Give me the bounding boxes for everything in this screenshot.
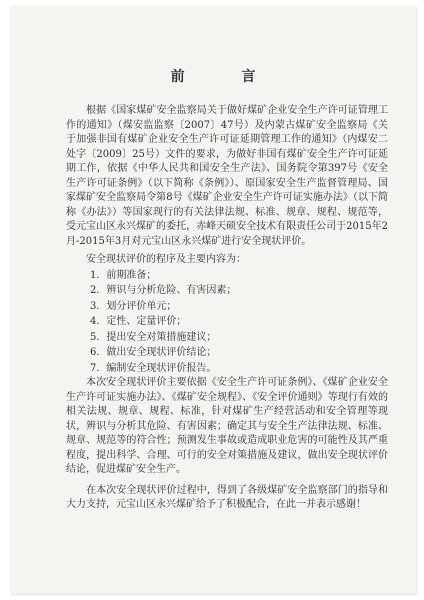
- document-body: [66, 104, 388, 513]
- steps-intro: 安全现状评价的程序及主要内容为：: [86, 254, 246, 265]
- list-item: 3．划分评价单元；: [90, 300, 177, 312]
- page-title: 前 言: [170, 69, 282, 85]
- list-item: 7．编制安全现状评价报告。: [90, 362, 217, 374]
- document-page: [10, 6, 416, 594]
- purpose-paragraph: 根据《国家煤矿安全监察局关于做好煤矿企业安全生产许可证管理工作的通知》（煤安监监察〔2007〕47号）及内蒙古煤矿安全监察局《关于加强非国有煤矿企业安全生产许可证延期管理工作的通知》（内煤安二处字〔2009〕25号）文件的要求，为做好非国有煤矿安全生产许可证延期工作，依据《中华人民共和国安全生产法》、国务院令第397号《安全生产许可证条例》（以下简称《条例》）、原国家安全生产监督管理局、国家煤矿安全监察局令第8号《煤矿企业安全生产许可证实施办法》（以下简称《办法》）等国家现行的有关法律法规、标准、规章、规程、规范等，受元宝山区永兴煤矿的委托，赤峰天硕安全技术有限责任公司于2015年2月-2015年3月对元宝山区永兴煤矿进行安全现状评价。: [66, 105, 388, 247]
- basis-paragraph: 本次安全现状评价主要依据《安全生产许可证条例》、《煤矿企业安全生产许可证实施办法》、《煤矿安全规程》、《安全评价通则》等现行有效的相关法规、规章、规程、标准，针对煤矿生产经营活动和安全管理等现状，辨识与分析其危险、有害因素；确定其与安全生产法律法规、标准、规章、规范等的符合性；预测发生事故或造成职业危害的可能性及其严重程度，提出科学、合理、可行的安全对策措施及建议，做出安全现状评价结论，促进煤矿安全生产。: [66, 377, 388, 475]
- evaluation-steps-list: [66, 268, 388, 377]
- list-item: 1．前期准备；: [90, 269, 157, 281]
- list-item: 2．辨识与分析危险、有害因素；: [90, 285, 237, 296]
- list-item: 4．定性、定量评价；: [90, 316, 187, 327]
- acknowledgement-paragraph: 在本次安全现状评价过程中，得到了各级煤矿安全监察部门的指导和大力支持，元宝山区永兴煤矿给予了积极配合，在此一并表示感谢！: [66, 484, 388, 510]
- list-item: 6．做出安全现状评价结论；: [90, 347, 217, 358]
- list-item: 5．提出安全对策措施建议；: [90, 331, 217, 343]
